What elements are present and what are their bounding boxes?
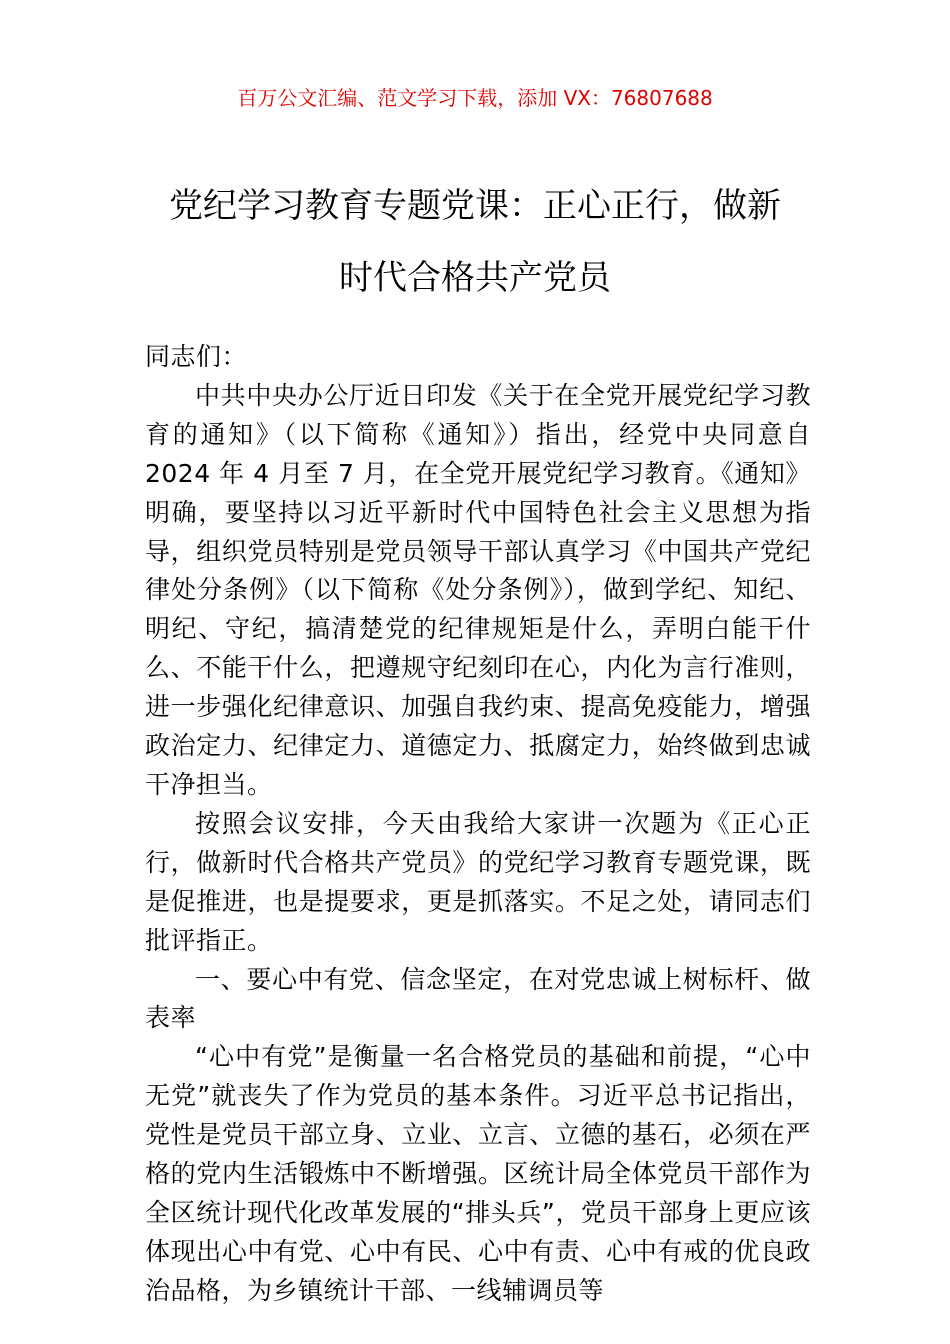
document-body — [145, 338, 811, 1311]
header-promo-note: 百万公文汇编、范文学习下载，添加 VX：76807688 — [237, 86, 713, 110]
body-paragraph-2: 按照会议安排，今天由我给大家讲一次题为《正心正行，做新时代合格共产党员》的党纪学习教育专题党课，既是促推进，也是提要求，更是抓落实。不足之处，请同志们批评指正。 — [145, 808, 811, 955]
body-paragraph-1: 中共中央办公厅近日印发《关于在全党开展党纪学习教育的通知》（以下简称《通知》）指出，经党中央同意自 2024 年 4 月至 7 月，在全党开展党纪学习教育。《通知》明确，要坚持以习近平新时代中国特色社会主义思想为指导，组织党员特别是党员领导干部认真学习《中国共产党纪律处分条例》（以下简称《处分条例》），做到学纪、知纪、明纪、守纪，搞清楚党的纪律规矩是什么，弄明白能干什么、不能干什么，把遵规守纪刻印在心，内化为言行准则，进一步强化纪律意识、加强自我约束、提高免疫能力，增强政治定力、纪律定力、道德定力、抵腐定力，始终做到忠诚干净担当。 — [145, 380, 811, 799]
body-paragraph-3: “心中有党”是衡量一名合格党员的基础和前提，“心中无党”就丧失了作为党员的基本条件。习近平总书记指出，党性是党员干部立身、立业、立言、立德的基石，必须在严格的党内生活锻炼中不断增强。区统计局全体党员干部作为全区统计现代化改革发展的“排头兵”，党员干部身上更应该体现出心中有党、心中有民、心中有责、心中有戒的优良政治品格，为乡镇统计干部、一线辅调员等 — [145, 1042, 811, 1305]
salutation: 同志们： — [145, 342, 248, 371]
section-heading-1: 一、要心中有党、信念坚定，在对党忠诚上树标杆、做表率 — [145, 964, 811, 1033]
document-title — [120, 170, 830, 314]
title-line-2: 时代合格共产党员 — [339, 258, 611, 298]
title-line-1: 党纪学习教育专题党课：正心正行，做新 — [169, 186, 781, 226]
